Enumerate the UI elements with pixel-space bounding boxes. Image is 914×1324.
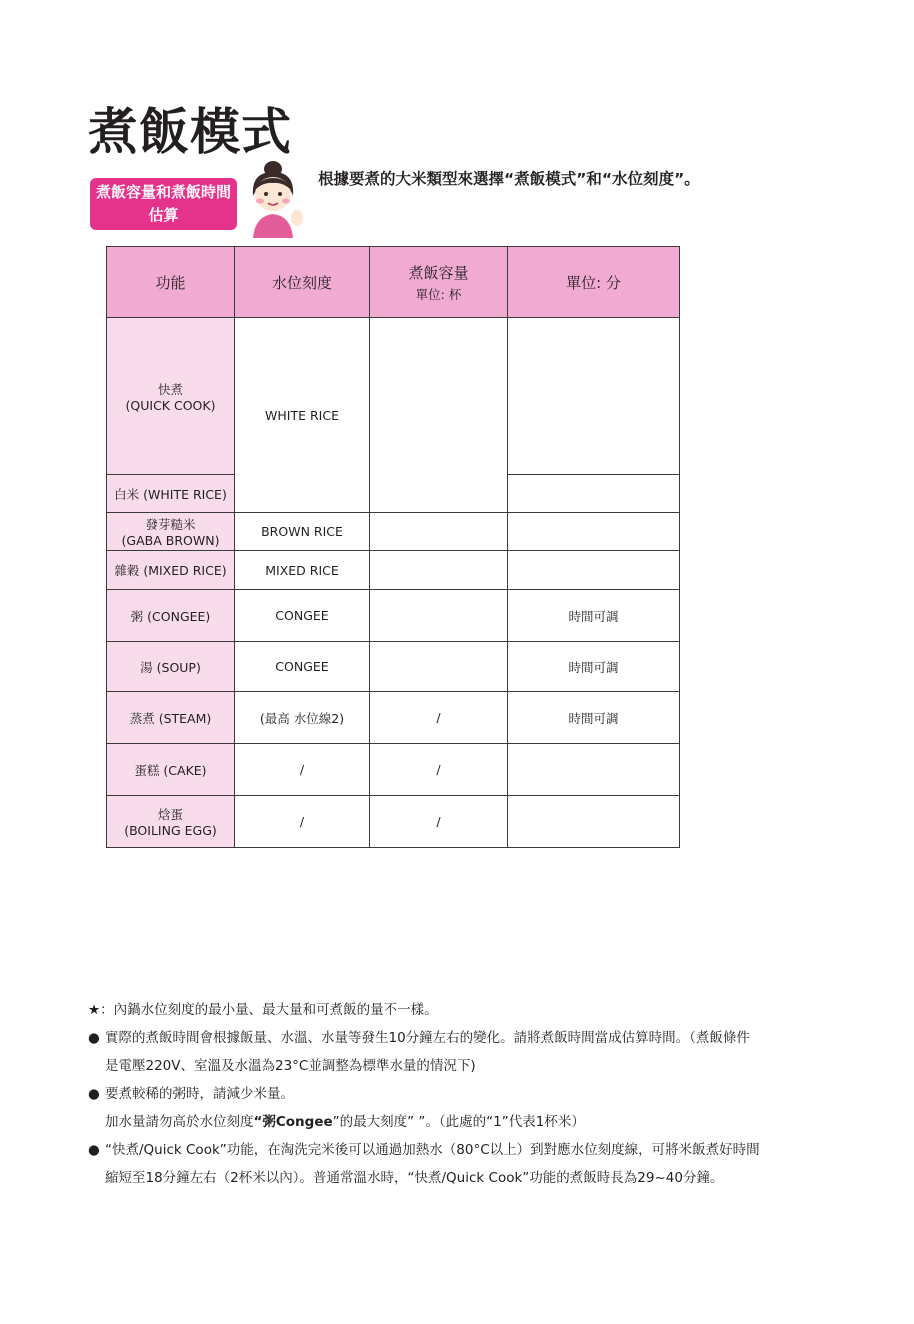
page-title: 煮飯模式 [88,103,292,161]
empty-time-cell [508,796,680,848]
table-row [107,796,680,848]
bullet-icon: ● [88,1030,100,1046]
star-icon: ★： [88,1002,114,1018]
white-rice-cell: 白米 (WHITE RICE) [107,475,235,513]
steam-level-cell: (最高 水位線2) [235,692,370,744]
soup-cell: 湯 (SOUP) [107,642,235,692]
cooking-mode-table [106,246,680,848]
empty-time-cell [508,318,680,475]
soup-time-cell: 時間可調 [508,642,680,692]
note-1-cont: 是電壓220V、室溫及水溫為23°C並調整為標準水量的情況下) [105,1058,476,1074]
empty-capacity-cell [370,318,508,513]
empty-time-cell [508,475,680,513]
note-star: ★：內鍋水位刻度的最小量、最大量和可煮飯的量不一樣。 [88,1002,438,1018]
table-header-row [107,247,680,318]
empty-time-cell [508,513,680,551]
empty-capacity-cell [370,642,508,692]
note-2: ● 要煮較稀的粥時，請減少米量。 [88,1080,828,1108]
white-rice-level-cell: WHITE RICE [235,318,370,513]
note-1: ● 實際的煮飯時間會根據飯量、水溫、水量等發生10分鐘左右的變化。請將煮飯時間當成估算時間。（煮飯條件 [88,1024,828,1052]
gaba-level-cell: BROWN RICE [235,513,370,551]
header-function: 功能 [107,247,235,318]
table-row [107,551,680,590]
egg-level-cell: / [235,796,370,848]
bullet-icon: ● [88,1142,100,1158]
intro-text: 根據要煮的大米類型來選擇“煮飯模式”和“水位刻度”。 [318,170,700,188]
table-row [107,590,680,642]
mixed-cell: 雜穀 (MIXED RICE) [107,551,235,590]
note-3: ● “快煮/Quick Cook”功能，在淘洗完米後可以通過加熱水（80°C以上）到對應水位刻度線，可將米飯煮好時間 [88,1136,828,1164]
empty-time-cell [508,744,680,796]
egg-capacity-cell: / [370,796,508,848]
table-row [107,318,680,475]
bullet-icon: ● [88,1086,100,1102]
woman-avatar-icon [245,160,305,238]
congee-time-cell: 時間可調 [508,590,680,642]
cake-cell: 蛋糕 (CAKE) [107,744,235,796]
congee-level-cell: CONGEE [235,590,370,642]
mixed-level-cell: MIXED RICE [235,551,370,590]
empty-time-cell [508,551,680,590]
soup-level-cell: CONGEE [235,642,370,692]
empty-capacity-cell [370,551,508,590]
cake-capacity-cell: / [370,744,508,796]
capacity-unit: 單位: 杯 [415,286,462,302]
gaba-cell: 發芽糙米 (GABA BROWN) [107,513,235,551]
boiling-egg-cell: 焓蛋 (BOILING EGG) [107,796,235,848]
congee-cell: 粥 (CONGEE) [107,590,235,642]
header-capacity: 煮飯容量 單位: 杯 [370,247,508,318]
empty-capacity-cell [370,513,508,551]
notes-section [88,996,828,1192]
quick-cook-cell: 快煮 (QUICK COOK) [107,318,235,475]
table-row [107,692,680,744]
table-row [107,513,680,551]
section-badge: 煮飯容量和煮飯時間估算 [90,178,237,230]
empty-capacity-cell [370,590,508,642]
table-row [107,744,680,796]
table-row [107,642,680,692]
steam-time-cell: 時間可調 [508,692,680,744]
steam-capacity-cell: / [370,692,508,744]
note-2-cont: 加水量請勿高於水位刻度“粥Congee”的最大刻度” ”。（此處的“1”代表1杯米） [105,1114,585,1130]
steam-cell: 蒸煮 (STEAM) [107,692,235,744]
header-time-unit: 單位: 分 [508,247,680,318]
cake-level-cell: / [235,744,370,796]
header-water-level: 水位刻度 [235,247,370,318]
note-3-cont: 縮短至18分鐘左右（2杯米以內）。普通常溫水時，“快煮/Quick Cook”功能的煮飯時長為29~40分鐘。 [105,1170,724,1186]
